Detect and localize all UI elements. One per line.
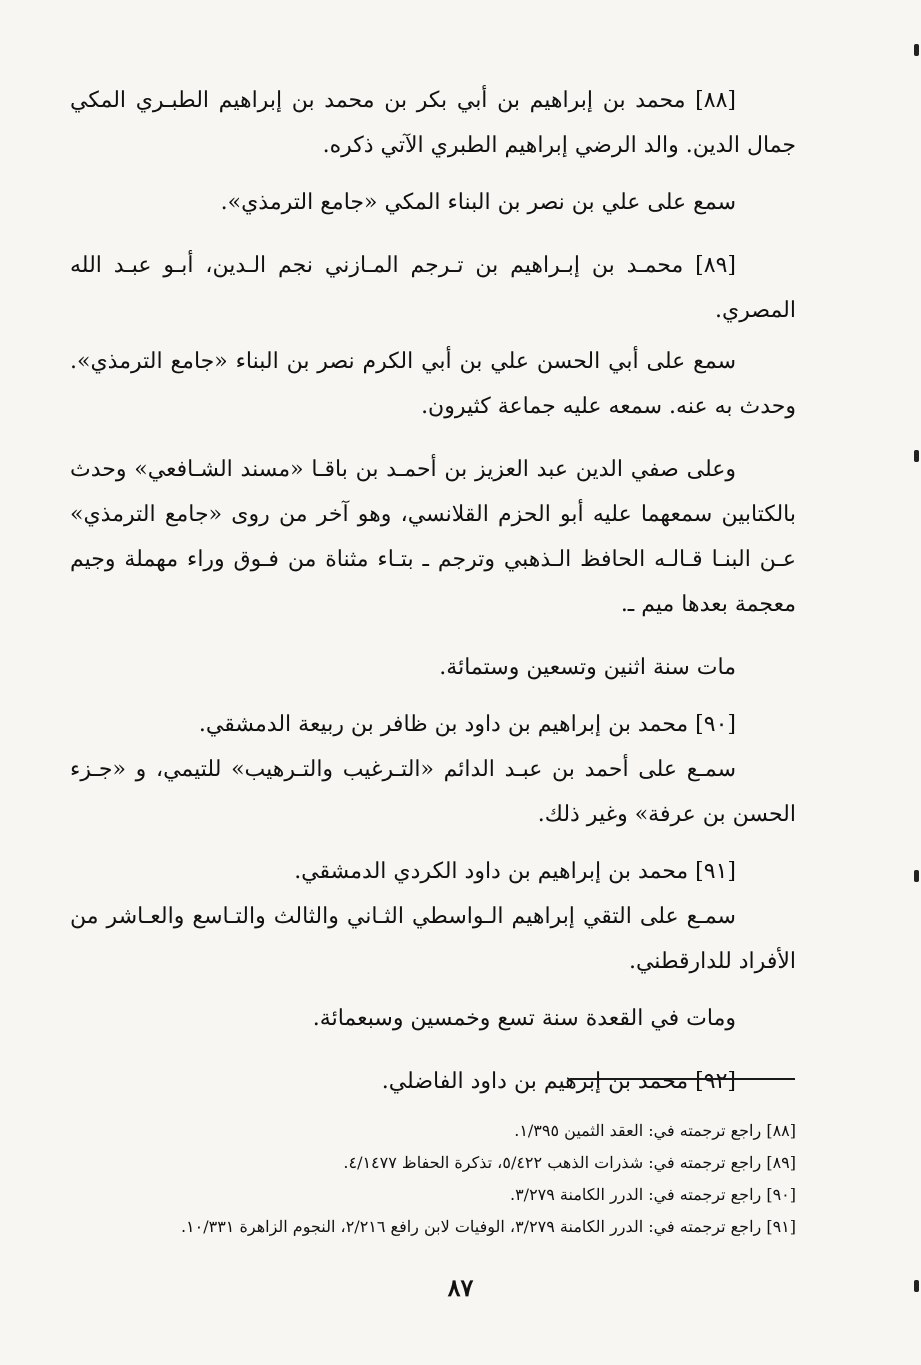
entry-91-heading: [٩١] محمد بن إبراهيم بن داود الكردي الدمشقي. [294,859,736,884]
footnote-91: [٩١] راجع ترجمته في: الدرر الكامنة ٣/٢٧٩، الوفيات لابن رافع ٢/٢١٦، النجوم الزاهرة ١٠/٣٣١. [180,1217,796,1236]
scan-edge-mark [914,450,919,462]
entry-91-paragraph-1: سمـع على التقي إبراهيم الـواسطي الثـاني والثالث والتـاسع والعـاشر من الأفراد للدارقطني. [70,904,796,974]
entry-89-paragraph-2: وعلى صفي الدين عبد العزيز بن أحمـد بن باقـا «مسند الشـافعي» وحدث بالكتابين سمعهما عليه أبو الحزم القلانسي، وهو آخر من روى «جامع الترمذي» عـن البنـا قـالـه الحافظ الـذهبي وترجم ـ بتـاء مثناة من فـوق وراء مهملة وجيم معجمة بعدها ميم ـ. [70,457,796,617]
footnote-89: [٨٩] راجع ترجمته في: شذرات الذهب ٥/٤٢٢، تذكرة الحفاظ ٤/١٤٧٧. [343,1153,796,1172]
scan-edge-mark [914,44,919,56]
scan-edge-mark [914,1280,919,1292]
entry-89-paragraph-3: مات سنة اثنين وتسعين وستمائة. [439,655,736,680]
entry-88-heading: [٨٨] محمد بن إبراهيم بن أبي بكر بن محمد بن إبراهيم الطبـري المكي جمال الدين. والد الرضي إبراهيم الطبري الآتي ذكره. [70,88,796,158]
footnote-separator [570,1078,795,1080]
entry-90-paragraph-1: سمـع على أحمد بن عبـد الدائم «التـرغيب والتـرهيب» للتيمي، و «جـزء الحسن بن عرفة» وغير ذلك. [70,757,796,827]
entry-91-paragraph-2: ومات في القعدة سنة تسع وخمسين وسبعمائة. [312,1006,736,1031]
entry-89-paragraph-1: سمع على أبي الحسن علي بن أبي الكرم نصر بن البناء «جامع الترمذي». وحدث به عنه. سمعه عليه جماعة كثيرون. [70,349,796,419]
entry-90-heading: [٩٠] محمد بن إبراهيم بن داود بن ظافر بن ربيعة الدمشقي. [198,712,736,737]
entry-89-heading: [٨٩] محمـد بن إبـراهيم بن تـرجم المـازني نجم الـدين، أبـو عبـد الله المصري. [70,253,796,323]
footnote-90: [٩٠] راجع ترجمته في: الدرر الكامنة ٣/٢٧٩. [509,1185,796,1204]
footnote-88: [٨٨] راجع ترجمته في: العقد الثمين ١/٣٩٥. [514,1121,796,1140]
page-body [70,78,796,1104]
entry-88-paragraph-1: سمع على علي بن نصر بن البناء المكي «جامع الترمذي». [220,190,736,215]
footnotes [100,1115,796,1243]
entry-92-heading: [٩٢] محمد بن إبرهيم بن داود الفاضلي. [381,1069,736,1094]
scan-edge-mark [914,870,919,882]
page-number: ٨٧ [447,1273,474,1302]
